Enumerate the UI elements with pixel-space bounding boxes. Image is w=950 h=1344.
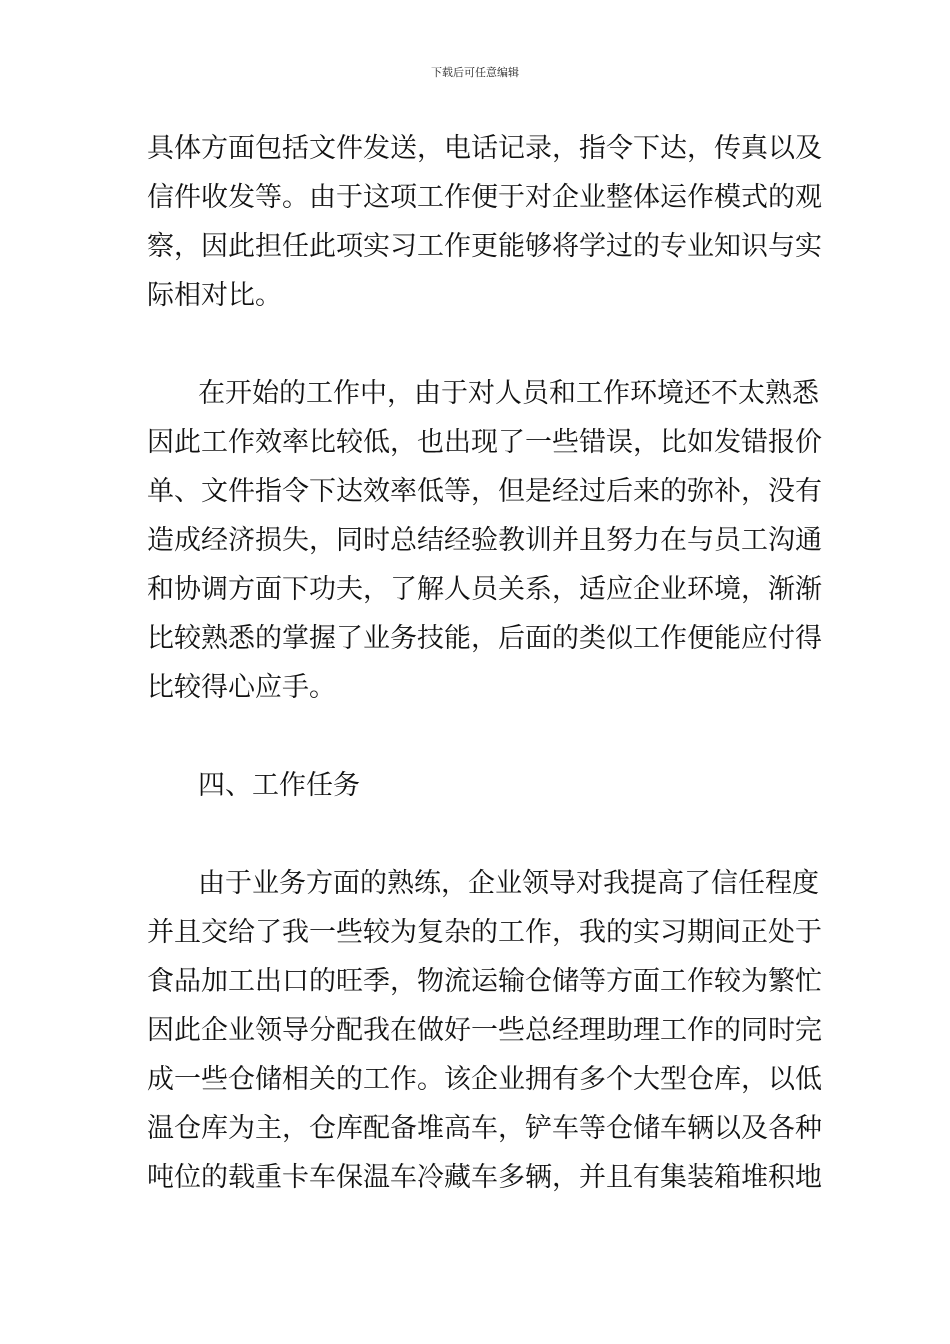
paragraph-line: 比较熟悉的掌握了业务技能，后面的类似工作便能应付得 [147, 623, 822, 654]
paragraph-3 [147, 859, 822, 1202]
paragraph-line: 食品加工出口的旺季，物流运输仓储等方面工作较为繁忙 [147, 966, 822, 997]
paragraph-line: 温仓库为主，仓库配备堆高车，铲车等仓储车辆以及各种 [147, 1113, 822, 1144]
paragraph-line: 因此工作效率比较低，也出现了一些错误，比如发错报价 [147, 427, 822, 458]
paragraph-line: 由于业务方面的熟练，企业领导对我提高了信任程度 [198, 868, 819, 899]
paragraph-2 [147, 369, 822, 712]
paragraph-line: 在开始的工作中，由于对人员和工作环境还不太熟悉 [198, 378, 819, 409]
section-heading [147, 761, 807, 810]
paragraph-line: 比较得心应手。 [147, 672, 336, 703]
paragraph-line: 因此企业领导分配我在做好一些总经理助理工作的同时完 [147, 1015, 822, 1046]
paragraph-line: 单、文件指令下达效率低等，但是经过后来的弥补，没有 [147, 476, 822, 507]
document-body [147, 124, 822, 1202]
paragraph-spacer [147, 712, 807, 761]
paragraph-line: 成一些仓储相关的工作。该企业拥有多个大型仓库，以低 [147, 1064, 822, 1095]
paragraph-spacer [147, 320, 807, 369]
paragraph-line: 并且交给了我一些较为复杂的工作，我的实习期间正处于 [147, 917, 822, 948]
paragraph-line: 和协调方面下功夫，了解人员关系，适应企业环境，渐渐 [147, 574, 822, 605]
paragraph-line: 际相对比。 [147, 280, 282, 311]
page-header-note: 下载后可任意编辑 [431, 66, 519, 79]
paragraph-spacer [147, 810, 807, 859]
paragraph-line: 信件收发等。由于这项工作便于对企业整体运作模式的观 [147, 182, 822, 213]
paragraph-line: 吨位的载重卡车保温车冷藏车多辆，并且有集装箱堆积地 [147, 1162, 822, 1193]
section-heading-text: 四、工作任务 [198, 770, 360, 801]
paragraph-line: 具体方面包括文件发送，电话记录，指令下达，传真以及 [147, 133, 822, 164]
paragraph-1 [147, 124, 822, 320]
paragraph-line: 造成经济损失，同时总结经验教训并且努力在与员工沟通 [147, 525, 822, 556]
paragraph-line: 察，因此担任此项实习工作更能够将学过的专业知识与实 [147, 231, 822, 262]
